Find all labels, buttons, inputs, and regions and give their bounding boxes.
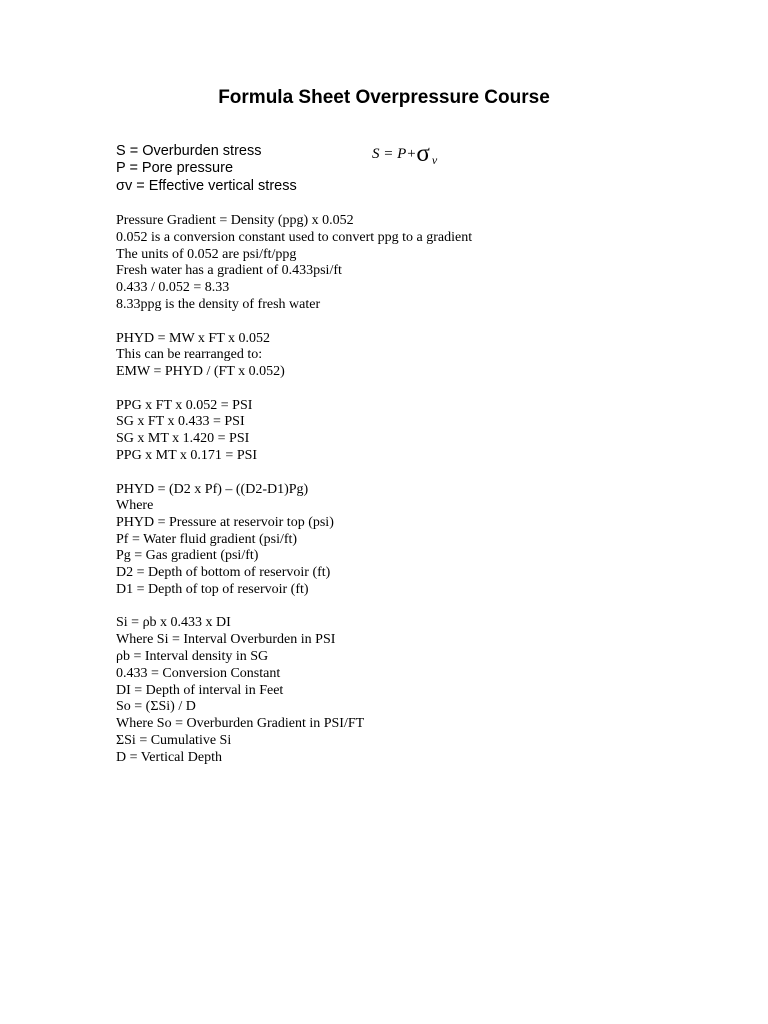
text-line: ρb = Interval density in SG <box>116 649 269 664</box>
stress-equation <box>372 140 437 168</box>
text-line: ΣSi = Cumulative Si <box>116 733 232 748</box>
text-line: EMW = PHYD / (FT x 0.052) <box>116 364 285 379</box>
text-line: SG x MT x 1.420 = PSI <box>116 431 250 446</box>
text-line: PHYD = Pressure at reservoir top (psi) <box>116 515 334 530</box>
text-line: D = Vertical Depth <box>116 750 222 765</box>
equation-subscript: v <box>431 153 438 167</box>
text-line: SG x FT x 0.433 = PSI <box>116 414 245 429</box>
equation-lhs: S = P+ <box>372 146 417 162</box>
text-line: Where Si = Interval Overburden in PSI <box>116 632 336 647</box>
text-line: Si = ρb x 0.433 x DI <box>116 615 231 630</box>
text-line: PPG x FT x 0.052 = PSI <box>116 398 253 413</box>
text-line: The units of 0.052 are psi/ft/ppg <box>116 247 297 262</box>
text-line: Pressure Gradient = Density (ppg) x 0.052 <box>116 213 354 228</box>
text-line: DI = Depth of interval in Feet <box>116 683 284 698</box>
text-line: Where So = Overburden Gradient in PSI/FT <box>116 716 365 731</box>
page-title: Formula Sheet Overpressure Course <box>218 87 550 108</box>
text-line: 0.052 is a conversion constant used to convert ppg to a gradient <box>116 230 473 245</box>
equation-sigma: σ <box>416 140 430 167</box>
text-line: Where <box>116 498 154 513</box>
text-line: PHYD = (D2 x Pf) – ((D2-D1)Pg) <box>116 482 309 497</box>
text-line: PHYD = MW x FT x 0.052 <box>116 331 271 346</box>
text-line: Pf = Water fluid gradient (psi/ft) <box>116 532 298 547</box>
text-line: So = (ΣSi) / D <box>116 699 196 714</box>
definition-overburden: S = Overburden stress <box>116 143 262 159</box>
text-line: 0.433 = Conversion Constant <box>116 666 281 681</box>
text-line: 0.433 / 0.052 = 8.33 <box>116 280 230 295</box>
text-line: This can be rearranged to: <box>116 347 263 362</box>
text-line: D1 = Depth of top of reservoir (ft) <box>116 582 309 597</box>
definition-pore-pressure: P = Pore pressure <box>116 160 234 176</box>
text-line: 8.33ppg is the density of fresh water <box>116 297 321 312</box>
text-line: Pg = Gas gradient (psi/ft) <box>116 548 259 563</box>
text-line: D2 = Depth of bottom of reservoir (ft) <box>116 565 331 580</box>
definition-effective-stress: σv = Effective vertical stress <box>116 178 297 194</box>
text-line: Fresh water has a gradient of 0.433psi/ft <box>116 263 342 278</box>
text-line: PPG x MT x 0.171 = PSI <box>116 448 258 463</box>
